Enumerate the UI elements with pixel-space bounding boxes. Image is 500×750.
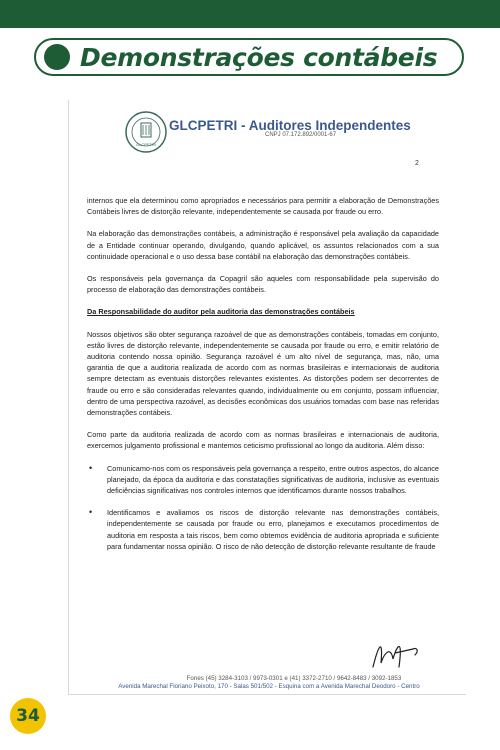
- paragraph: Nossos objetivos são obter segurança razoável de que as demonstrações contábeis, tomadas em conjunto, estão livres de distorção relevante, independentemente se causada por fraude ou erro, e emitir relatório de auditoria contendo nossa opinião. Segurança razoável é um alto nível de segurança, mas, não, uma garantia de que a auditoria realizada de acordo com as normas brasileiras e internacionais de auditoria sempre detectam as eventuais distorções relevantes existentes. As distorções podem ser decorrentes de fraude ou erro e são consideradas relevantes quando, individualmente ou em conjunto, possam influenciar, dentro de uma perspectiva razoável, as decisões econômicas dos usuários tomadas com base nas referidas demonstrações contábeis.: [87, 329, 439, 418]
- section-title-pill: [34, 38, 464, 76]
- handwritten-signature: [369, 633, 424, 673]
- top-banner: [0, 0, 500, 28]
- bullet-icon: •: [89, 462, 93, 473]
- bullet-dot-icon: [44, 44, 70, 70]
- paragraph: Como parte da auditoria realizada de acordo com as normas brasileiras e internacionais de auditoria, exercemos julgamento profissional e mantemos ceticismo profissional ao longo da auditoria. Além disso:: [87, 430, 439, 451]
- list-item: [87, 463, 439, 497]
- document-page-number: 2: [415, 160, 419, 167]
- list-item: [87, 507, 439, 552]
- footer-phones: Fones (45) 3284-3103 / 9973-0301 e (41) 3372-2710 / 9642-8483 / 3092-1853: [186, 675, 402, 682]
- list-item-text: Identificamos e avaliamos os riscos de distorção relevante nas demonstrações contábeis, independentemente se causada por fraude ou erro, planejamos e executamos procedimentos de auditoria em resposta a tais riscos, bem como obtemos evidência de auditoria apropriada e suficiente para fundamentar nossa opinião. O risco de não detecção de distorção relevante resultante de fraude: [107, 508, 439, 551]
- footer-address: Avenida Marechal Floriano Peixoto, 170 - Salas 501/502 - Esquina com a Avenida Marechal Deodoro - Centro: [118, 683, 420, 690]
- bullet-icon: •: [89, 507, 93, 518]
- firm-name: GLCPETRI - Auditores Independentes: [169, 118, 411, 133]
- document-body: [87, 195, 439, 563]
- auditor-seal-logo-icon: [124, 110, 168, 154]
- page-number-badge: 34: [10, 698, 46, 734]
- section-heading: Da Responsabilidade do auditor pela auditoria das demonstrações contábeis: [87, 307, 355, 317]
- scanned-document-page: [68, 100, 466, 695]
- paragraph: Os responsáveis pela governança da Copagril são aqueles com responsabilidade pela supervisão do processo de elaboração das demonstrações contábeis.: [87, 274, 439, 295]
- list-item-text: Comunicamo-nos com os responsáveis pela governança a respeito, entre outros aspectos, do alcance planejado, da época da auditoria e das constatações significativas de auditoria, inclusive as eventuais deficiências significativas nos controles internos que identificamos durante nossos trabalhos.: [107, 463, 439, 496]
- bullet-list: [87, 463, 439, 552]
- paragraph: internos que ela determinou como apropriados e necessários para permitir a elaboração de Demonstrações Contábeis livres de distorção relevante, independentemente se causada por fraude ou erro.: [87, 196, 439, 217]
- section-title: Demonstrações contábeis: [80, 42, 438, 72]
- firm-cnpj: CNPJ 07.172.892/0001-67: [265, 132, 337, 138]
- paragraph: Na elaboração das demonstrações contábeis, a administração é responsável pela avaliação da capacidade de a Entidade continuar operando, divulgando, quando aplicável, os assuntos relacionados com a sua continuidade operacional e o uso dessa base contábil na elaboração das demonstrações contábeis.: [87, 229, 439, 261]
- logo-lettering: GLCPETRI: [135, 142, 157, 147]
